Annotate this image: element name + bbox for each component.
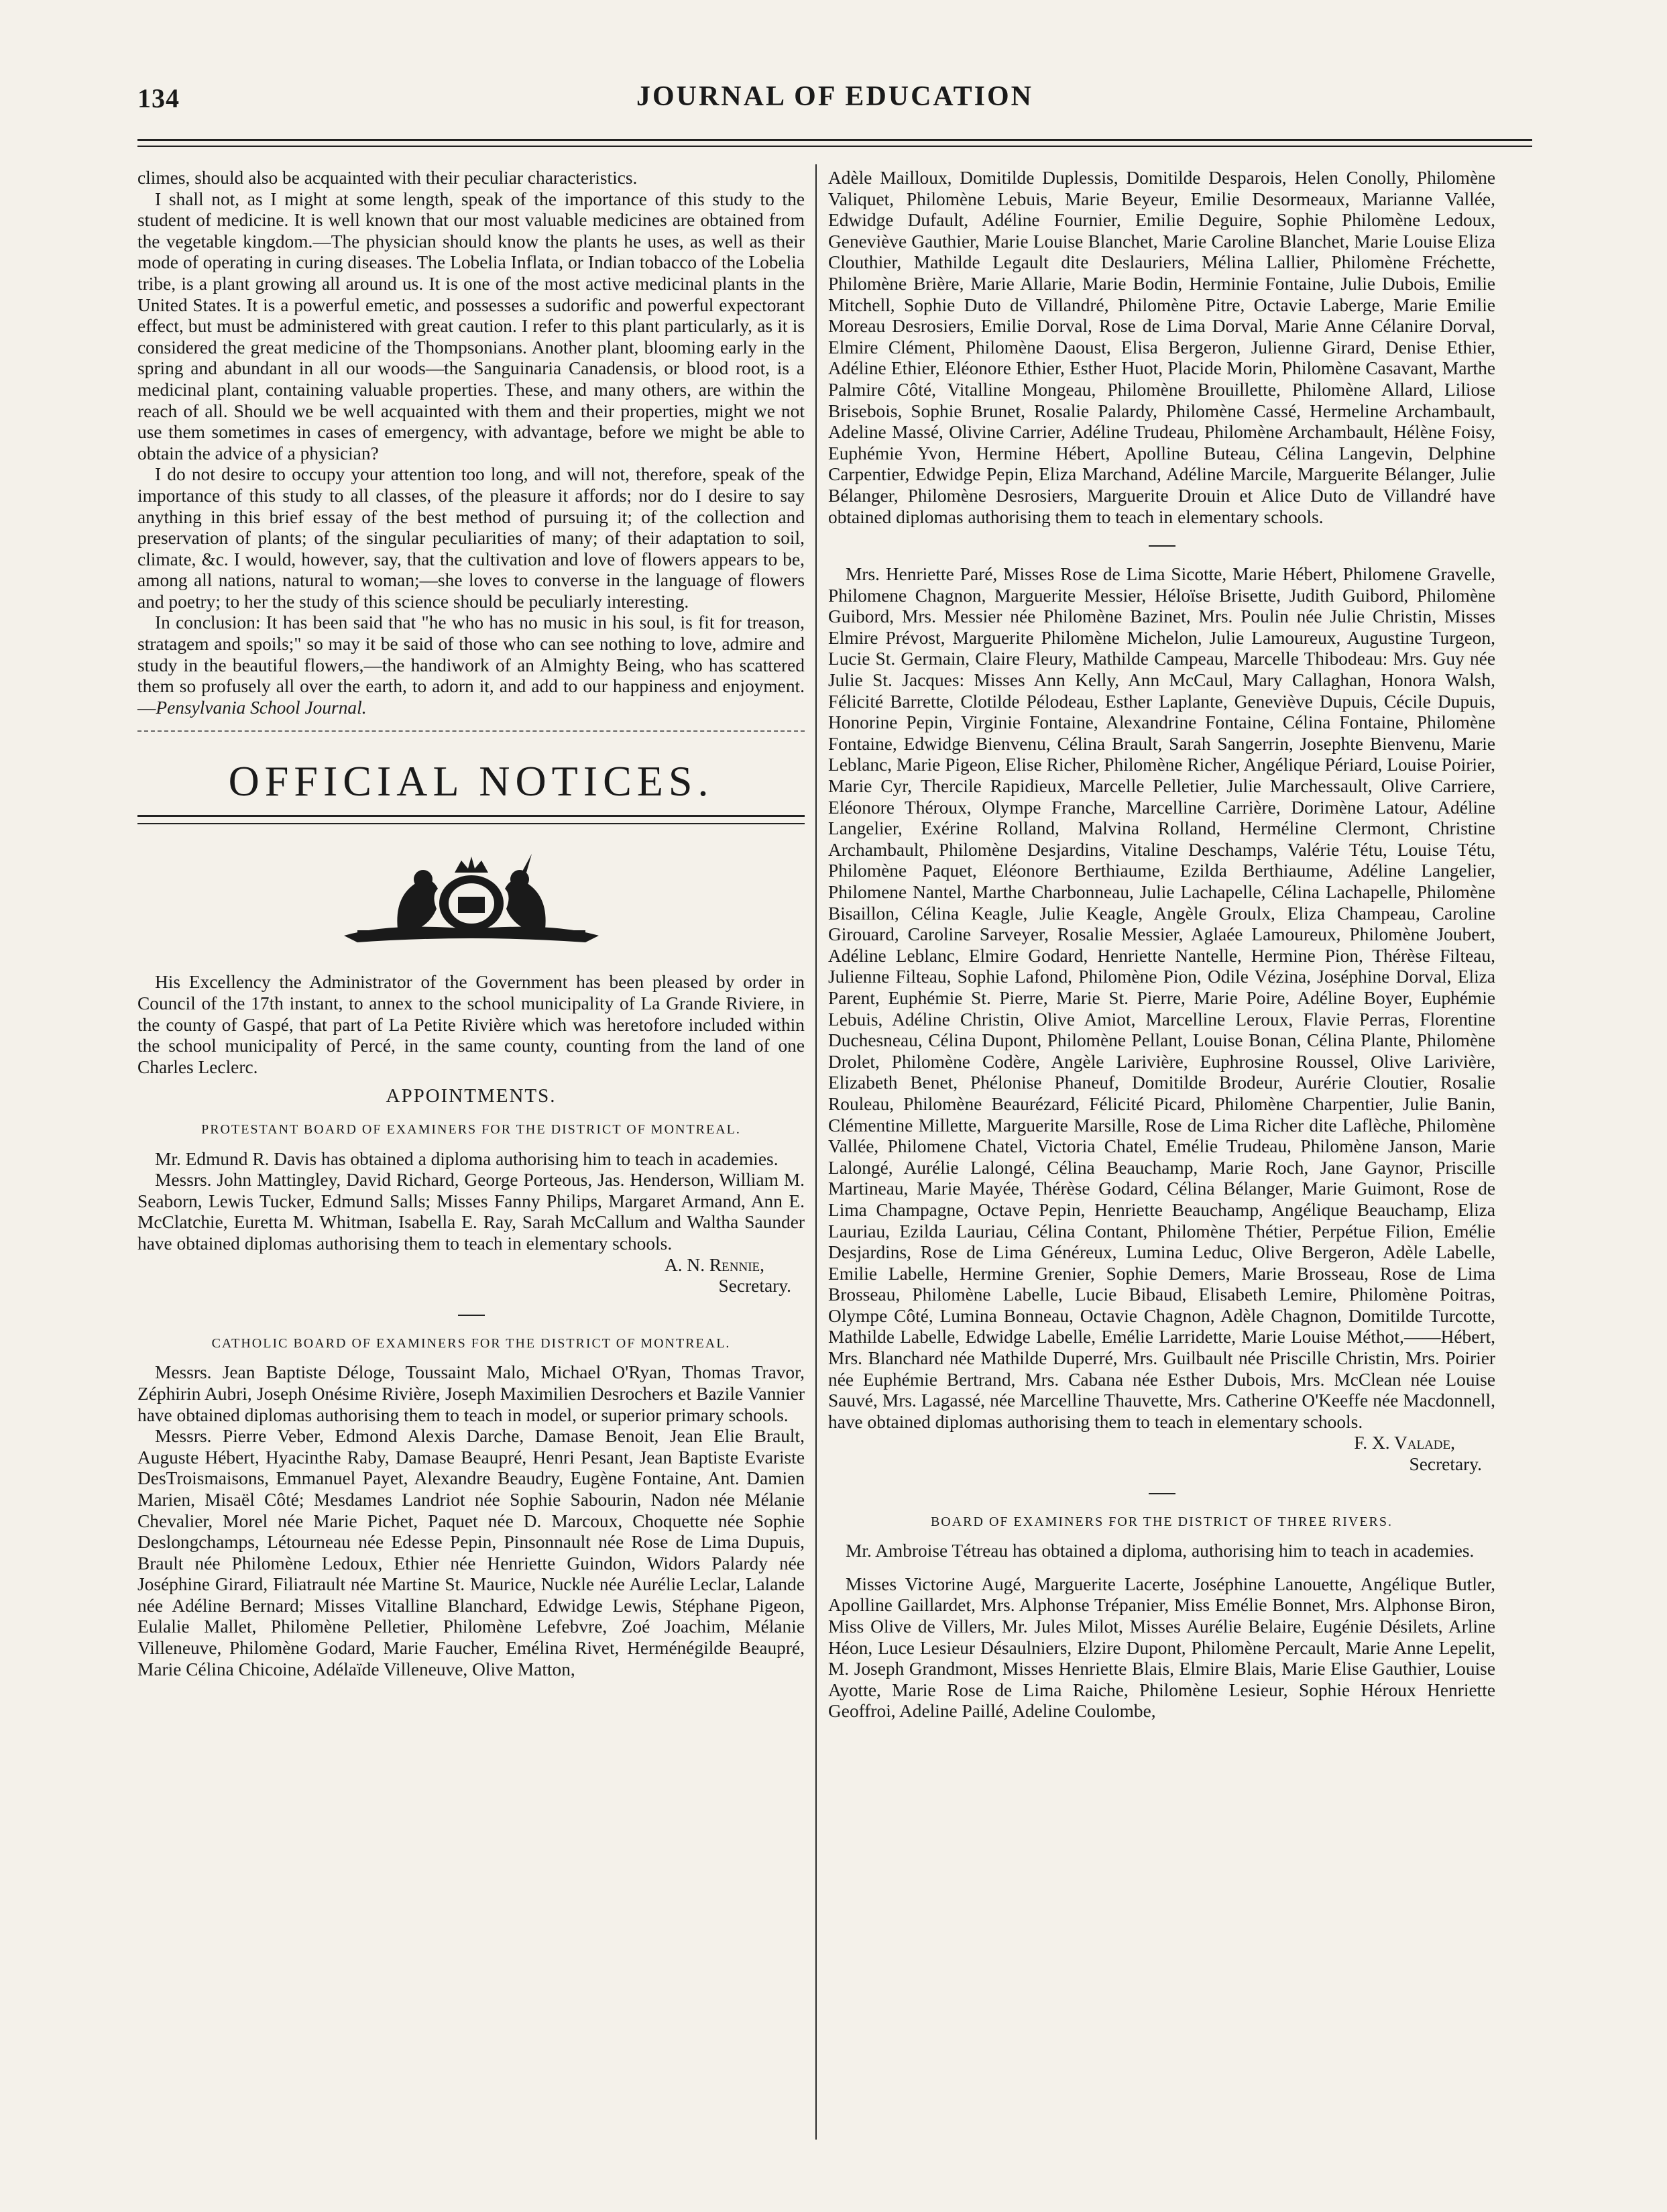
appointments-heading: APPOINTMENTS. (386, 1085, 557, 1107)
protestant-board-title: PROTESTANT BOARD OF EXAMINERS FOR THE DISTRICT OF MONTREAL. (201, 1122, 741, 1137)
column-divider (815, 164, 817, 2140)
appointment-paragraph: Misses Victorine Augé, Marguerite Lacerte, Joséphine Lanouette, Angélique Butler, Apolline Gaillardet, Mrs. Alphonse Trépanier, Miss Emélie Bonnet, Mrs. Alphonse Biron, Miss Olive de Villers, Mr. Jules Milot, Misses Aurélie Belaire, Eugénie Désilets, Arline Héon, Luce Lesieur Désaulniers, Elzire Dupont, Philomène Percault, Marie Anne Lepelit, M. Joseph Grandmont, Misses Henriette Blais, Elmire Blais, Marie Elise Gauthier, Louise Ayotte, Marie Rose de Lima Raiche, Philomène Lesieur, Sophie Héroux Henriette Geoffroi, Adeline Paillé, Adeline Coulombe, (828, 1573, 1495, 1722)
left-column (137, 168, 805, 1680)
catholic-secretary: Secretary. (1409, 1454, 1482, 1475)
essay-source: Pensylvania School Journal. (156, 697, 367, 718)
protestant-secretary: Secretary. (718, 1276, 791, 1296)
appointment-paragraph: Messrs. John Mattingley, David Richard, George Porteous, Jas. Henderson, William M. Seaborn, Lewis Tucker, Edmund Salls; Misses Fanny Philips, Margaret Armand, Ann E. McClatchie, Euretta M. Whitman, Isabella E. Ray, Sarah McCallum and Waltha Saunder have obtained diplomas authorising them to teach in elementary schools. (137, 1170, 805, 1254)
protestant-signature: A. N. Rennie, (664, 1254, 764, 1275)
section-rule (137, 730, 805, 740)
appointment-paragraph: Messrs. Pierre Veber, Edmond Alexis Darche, Damase Benoit, Jean Elie Brault, Auguste Hébert, Hyacinthe Raby, Damase Beaupré, Henri Pesant, Jean Baptiste Evariste DesTroismaisons, Emmanuel Payet, Alexandre Beaudry, Eugène Fontaine, Ant. Damien Marien, Misaël Côté; Mesdames Landriot née Sophie Sabourin, Nadon née Mélanie Chevalier, Morel née Marie Pichet, Paquet née D. Marcoux, Choquette née Sophie Deslongchamps, Létourneau née Edesse Pepin, Pinsonnault née Rose de Lima Dupuis, Brault née Philomène Ledoux, Ethier née Henriette Guindon, Widors Palardy née Joséphine Girard, Filiatrault née Martine St. Maurice, Nuckle née Aurélie Leclar, Lalande née Adéline Bernard; Misses Vitalline Blanchard, Edwidge Lewis, Stéphane Pigeon, Eulalie Mallet, Philomène Pelletier, Philomène Lefebvre, Zoé Joachim, Mélanie Villeneuve, Philomène Godard, Marie Faucher, Emélina Rivet, Herménégilde Beaupré, Marie Célina Chicoine, Adélaïde Villeneuve, Olive Matton, (137, 1426, 805, 1679)
notice-paragraph: His Excellency the Administrator of the Government has been pleased by order in Council of the 17th instant, to annex to the school municipality of La Grande Riviere, in the county of Gaspé, that part of La Petite Rivière which was heretofore included within the school municipality of Percé, in the same county, counting from the land of one Charles Leclerc. (137, 972, 805, 1077)
appointment-paragraph: Messrs. Jean Baptiste Déloge, Toussaint Malo, Michael O'Ryan, Thomas Travor, Zéphirin Aubri, Joseph Onésime Rivière, Joseph Maximilien Desrochers et Bazile Vannier have obtained diplomas authorising them to teach in model, or superior primary schools. (137, 1362, 805, 1425)
double-rule (137, 815, 805, 824)
header-rule (137, 139, 1532, 147)
appointment-paragraph: Mrs. Henriette Paré, Misses Rose de Lima Sicotte, Marie Hébert, Philomene Gravelle, Philomene Chagnon, Marguerite Messier, Héloïse Brisette, Judith Guibord, Philomène Guibord, Mrs. Messier née Philomène Bazinet, Mrs. Poulin née Julie Christin, Misses Elmire Prévost, Marguerite Philomène Michelon, Julie Lamoureux, Augustine Turgeon, Lucie St. Germain, Claire Fleury, Mathilde Campeau, Marcelle Thibodeau: Mrs. Guy née Julie St. Jacques: Misses Ann Kelly, Ann McCaul, Mary Callaghan, Honora Walsh, Félicité Barrette, Clotilde Pélodeau, Esther Laplante, Geneviève Dupuis, Cécile Dupuis, Honorine Pepin, Virginie Fontaine, Alexandrine Fontaine, Célina Fontaine, Philomène Fontaine, Edwidge Bienvenu, Célina Brault, Sarah Sangerrin, Josephte Bienvenu, Marie Leblanc, Marie Pigeon, Elise Richer, Philomène Richer, Angélique Périard, Louise Poirier, Marie Cyr, Thercile Rapidieux, Marcelle Pelletier, Julie Marchessault, Olive Carriere, Eléonore Théroux, Olympe Franche, Marcelline Carrière, Dorimène Latour, Adéline Langelier, Exérine Rolland, Malvina Rolland, Herméline Clermont, Christine Archambault, Philomène Desjardins, Vitaline Deschamps, Valérie Tétu, Louise Tétu, Philomène Paquet, Eléonore Berthiaume, Ezilda Berthiaume, Adéline Langelier, Philomene Nantel, Marthe Charbonneau, Julie Lachapelle, Célina Lachapelle, Philomène Bisaillon, Célina Keagle, Julie Keagle, Angèle Groulx, Eliza Champeau, Caroline Girouard, Caroline Sarveyer, Rosalie Messier, Aglaée Lamoureux, Philomène Joubert, Adéline Leblanc, Elmire Godard, Henriette Nantelle, Hermine Pion, Thérèse Filteau, Julienne Filteau, Sophie Lafond, Philomène Pion, Odile Vézina, Joséphine Dorval, Eliza Parent, Euphémie St. Pierre, Marie St. Pierre, Marie Poire, Adéline Boyer, Euphémie Lebuis, Adéline Christin, Olive Amiot, Marcelline Leroux, Flavie Perras, Florentine Duchesneau, Célina Dupont, Philomène Pellant, Louise Bonan, Célina Plante, Philomène Drolet, Philomène Codère, Angèle Larivière, Euphrosine Roussel, Olive Larivière, Elizabeth Benet, Phélonise Phaneuf, Domitilde Brodeur, Aurérie Cloutier, Rosalie Rouleau, Philomène Beaurézard, Félicité Picard, Philomène Charpentier, Julie Banin, Clémentine Millette, Marguerite Marsille, Rose de Lima Richer dite Laflèche, Philomène Vallée, Philomene Chatel, Victoria Chatel, Emélie Trudeau, Philomène Janson, Marie Lalongé, Aurélie Lalongé, Célina Beauchamp, Marie Roch, Jane Gaynor, Priscille Martineau, Marie Mayée, Thérèse Godard, Célina Bélanger, Marie Guimont, Rose de Lima Champagne, Octave Pepin, Henriette Beauchamp, Angélique Beauchamp, Eliza Lauriau, Ezilda Lauriau, Célina Contant, Philomène Thétier, Perpétue Filion, Emélie Desjardins, Rose de Lima Généreux, Lumina Leduc, Olive Bergeron, Adèle Labelle, Emilie Labelle, Hermine Grenier, Sophie Demers, Marie Brosseau, Rose de Lima Brosseau, Philomène Labelle, Lucie Bibaud, Elisabeth Lemire, Philomène Poitras, Olympe Côté, Lumina Bonneau, Octavie Chagnon, Adèle Chagnon, Domitilde Turcotte, Mathilde Labelle, Edwidge Labelle, Emélie Larridette, Marie Louise Méthot,——Hébert, Mrs. Blanchard née Mathilde Duperré, Mrs. Guilbault née Priscille Christin, Mrs. Poirier née Euphémie Bertrand, Mrs. Cabana née Esther Dubois, Mrs. McClean née Louise Sauvé, Mrs. Lagassé, née Marcelline Thauvette, Mrs. Catherine O'Keeffe née Macdonnell, have obtained diplomas authorising them to teach in elementary schools. (828, 564, 1495, 1432)
journal-title: JOURNAL OF EDUCATION (636, 81, 1034, 112)
separator-dash (458, 1315, 485, 1316)
page-header (137, 77, 1532, 131)
royal-arms-emblem (331, 848, 612, 949)
section-title: OFFICIAL NOTICES. (228, 757, 714, 806)
appointment-paragraph: Mr. Ambroise Tétreau has obtained a diploma, authorising him to teach in academies. (846, 1541, 1475, 1561)
right-column (828, 168, 1495, 1722)
essay-paragraph: climes, should also be acquainted with their peculiar characteristics. (137, 168, 638, 188)
essay-paragraph: I shall not, as I might at some length, speak of the importance of this study to the student of medicine. It is well known that our most valuable medicines are obtained from the vegetable kingdom.—The physician should know the plants he uses, as well as their mode of operating in curing diseases. The Lobelia Inflata, or Indian tobacco of the Lobelia tribe, is a plant growing all around us. It is one of the most active medicinal plants in the United States. It is a powerful emetic, and possesses a sudorific and powerful expectorant effect, but must be administered with great caution. I refer to this plant particularly, as it is considered the great medicine of the Thompsonians. Another plant, blooming early in the spring and abundant in all our woods—the Sanguinaria Canadensis, or blood root, is a medicinal plant, containing valuable properties. These, and many others, are within the reach of all. Should we be well acquainted with them and their properties, might we not use them sometimes in cases of emergency, with advantage, before we might be able to obtain the advice of a physician? (137, 188, 805, 463)
essay-paragraph: I do not desire to occupy your attention too long, and will not, therefore, speak of the importance of this study to all classes, of the pleasure it affords; nor do I desire to say anything in this brief essay of the best method of pursuing it; of the collection and preservation of plants; of the singular peculiarities of many; of their adaptation to soil, climate, &c. I would, however, say, that the cultivation and love of flowers appears to be, among all nations, natural to woman;—she loves to converse in the language of flowers and poetry; to her the study of this science should be peculiarly interesting. (137, 464, 805, 612)
separator-dash (1149, 1493, 1175, 1494)
page-number: 134 (137, 83, 180, 113)
catholic-board-title: CATHOLIC BOARD OF EXAMINERS FOR THE DISTRICT OF MONTREAL. (211, 1335, 731, 1351)
essay-conclusion (137, 612, 805, 718)
three-rivers-board-title: BOARD OF EXAMINERS FOR THE DISTRICT OF THREE RIVERS. (930, 1514, 1393, 1529)
journal-page (137, 77, 1532, 2156)
appointment-paragraph: Adèle Mailloux, Domitilde Duplessis, Domitilde Desparois, Helen Conolly, Philomène Valiquet, Philomène Lebuis, Marie Beyeur, Emilie Desormeaux, Marianne Vallée, Edwidge Dufault, Adéline Fournier, Emilie Deguire, Sophie Philomène Ledoux, Geneviève Gauthier, Marie Louise Blanchet, Marie Caroline Blanchet, Marie Louise Eliza Clouthier, Mathilde Legault dite Deslauriers, Mélina Lallier, Philomène Fréchette, Philomène Brière, Marie Allarie, Marie Bodin, Herminie Fontaine, Julie Dubois, Emilie Mitchell, Sophie Duto de Villandré, Philomène Pitre, Octavie Laberge, Marie Emilie Moreau Desrosiers, Emilie Dorval, Rose de Lima Dorval, Marie Anne Célanire Dorval, Elmire Clément, Philomène Daoust, Elisa Bergeron, Julienne Girard, Denise Ethier, Adéline Ethier, Eléonore Ethier, Esther Huot, Placide Morin, Philomène Casavant, Marthe Palmire Côté, Vitalline Mongeau, Philomène Brouillette, Philomène Allard, Liliose Brisebois, Sophie Brunet, Rosalie Palardy, Philomène Cassé, Hermeline Archambault, Adeline Massé, Olivine Carrier, Adéline Trudeau, Philomène Archambault, Hélène Foisy, Euphémie Yvon, Hermine Hébert, Apolline Buteau, Célina Langevin, Delphine Carpentier, Edwidge Pepin, Eliza Marchand, Adéline Marcile, Marguerite Bélanger, Julie Bélanger, Philomène Desrosiers, Marguerite Drouin et Alice Duto de Villandré have obtained diplomas authorising them to teach in elementary schools. (828, 168, 1495, 527)
separator-dash (1149, 545, 1175, 547)
appointment-paragraph: Mr. Edmund R. Davis has obtained a diploma authorising him to teach in academies. (155, 1148, 779, 1169)
essay-paragraph: In conclusion: It has been said that "he who has no music in his soul, is fit for treason, stratagem and spoils;" so may it be said of those who can see nothing to love, admire and study in the beautiful flowers,—the handiwork of an Almighty Being, who has scattered them so profusely all over the earth, to adorn it, and add to our happiness and enjoyment.— (137, 612, 805, 718)
catholic-signature: F. X. Valade, (1354, 1433, 1455, 1453)
